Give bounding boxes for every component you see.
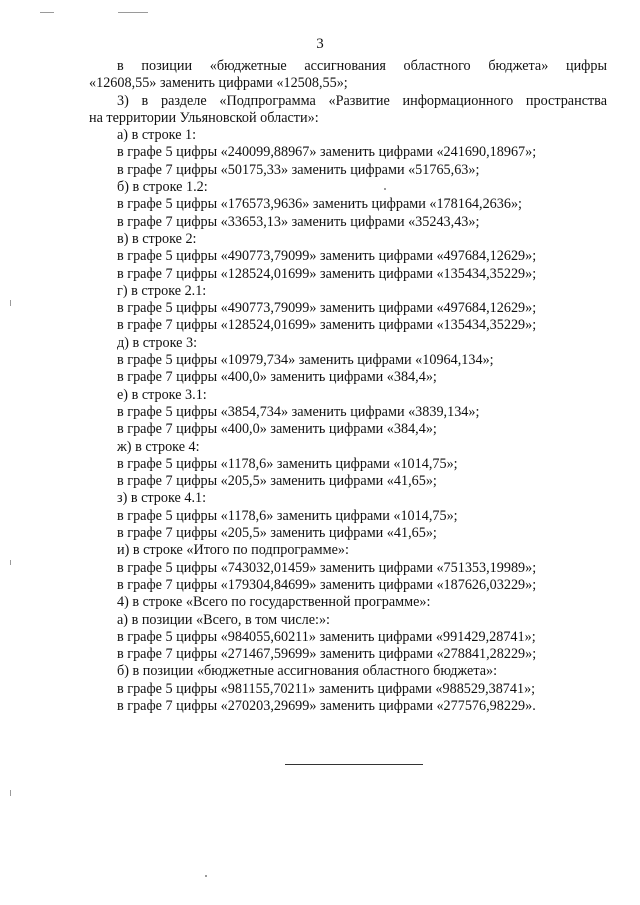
text-line: б) в строке 1.2: <box>117 179 208 196</box>
text-line: в графе 5 цифры «1178,6» заменить цифрами «1014,75»; <box>117 455 458 472</box>
document-body <box>89 58 607 715</box>
text-line: в графе 5 цифры «240099,88967» заменить цифрами «241690,18967»; <box>117 144 537 161</box>
text-line: з) в строке 4.1: <box>117 490 207 507</box>
text-line: б) в позиции «бюджетные ассигнования областного бюджета»: <box>117 663 498 680</box>
text-line: 4) в строке «Всего по государственной программе»: <box>117 594 431 611</box>
text-line: 3) в разделе «Подпрограмма «Развитие информационного пространства <box>117 92 607 109</box>
page-number: 3 <box>316 36 324 52</box>
text-line: и) в строке «Итого по подпрограмме»: <box>117 542 349 559</box>
text-line: в графе 7 цифры «205,5» заменить цифрами «41,65»; <box>117 525 437 542</box>
text-line: в) в строке 2: <box>117 230 197 247</box>
text-line: «12608,55» заменить цифрами «12508,55»; <box>89 75 348 92</box>
text-line: в графе 7 цифры «270203,29699» заменить цифрами «277576,98229». <box>117 697 536 714</box>
text-line: в графе 5 цифры «176573,9636» заменить цифрами «178164,2636»; <box>117 196 522 213</box>
text-line: в графе 5 цифры «743032,01459» заменить цифрами «751353,19989»; <box>117 559 537 576</box>
text-line: в графе 7 цифры «400,0» заменить цифрами «384,4»; <box>117 421 437 438</box>
text-line: а) в позиции «Всего, в том числе:»: <box>117 611 330 628</box>
text-line: г) в строке 2.1: <box>117 282 207 299</box>
text-line: в графе 7 цифры «271467,59699» заменить цифрами «278841,28229»; <box>117 646 537 663</box>
scan-artifact <box>10 790 11 796</box>
text-line: д) в строке 3: <box>117 334 198 351</box>
text-line: а) в строке 1: <box>117 127 197 144</box>
scan-artifact <box>10 300 11 306</box>
text-line: в графе 7 цифры «33653,13» заменить цифрами «35243,43»; <box>117 213 480 230</box>
text-line: ж) в строке 4: <box>117 438 200 455</box>
text-line: в графе 5 цифры «490773,79099» заменить цифрами «497684,12629»; <box>117 300 537 317</box>
text-line: в графе 5 цифры «984055,60211» заменить цифрами «991429,28741»; <box>117 628 536 645</box>
text-line: в графе 7 цифры «179304,84699» заменить цифрами «187626,03229»; <box>117 576 537 593</box>
text-line: в позиции «бюджетные ассигнования областного бюджета» цифры <box>117 58 607 74</box>
text-line: в графе 5 цифры «981155,70211» заменить цифрами «988529,38741»; <box>117 680 536 697</box>
scan-artifact <box>384 188 386 190</box>
scan-artifact <box>205 875 207 877</box>
text-line: в графе 7 цифры «128524,01699» заменить цифрами «135434,35229»; <box>117 265 537 282</box>
scan-artifact <box>40 12 54 13</box>
text-line: в графе 5 цифры «490773,79099» заменить цифрами «497684,12629»; <box>117 248 537 265</box>
scan-artifact <box>118 12 148 13</box>
closing-divider-line <box>285 764 423 765</box>
text-line: в графе 7 цифры «400,0» заменить цифрами «384,4»; <box>117 369 437 386</box>
text-line: в графе 5 цифры «10979,734» заменить цифрами «10964,134»; <box>117 352 494 369</box>
text-line: в графе 5 цифры «1178,6» заменить цифрами «1014,75»; <box>117 507 458 524</box>
text-line: в графе 5 цифры «3854,734» заменить цифрами «3839,134»; <box>117 403 480 420</box>
text-line: е) в строке 3.1: <box>117 386 207 403</box>
text-line: в графе 7 цифры «50175,33» заменить цифрами «51765,63»; <box>117 161 480 178</box>
text-line: в графе 7 цифры «128524,01699» заменить цифрами «135434,35229»; <box>117 317 537 334</box>
scan-artifact <box>10 560 11 565</box>
text-line: в графе 7 цифры «205,5» заменить цифрами «41,65»; <box>117 473 437 490</box>
text-line: на территории Ульяновской области»: <box>89 109 319 126</box>
